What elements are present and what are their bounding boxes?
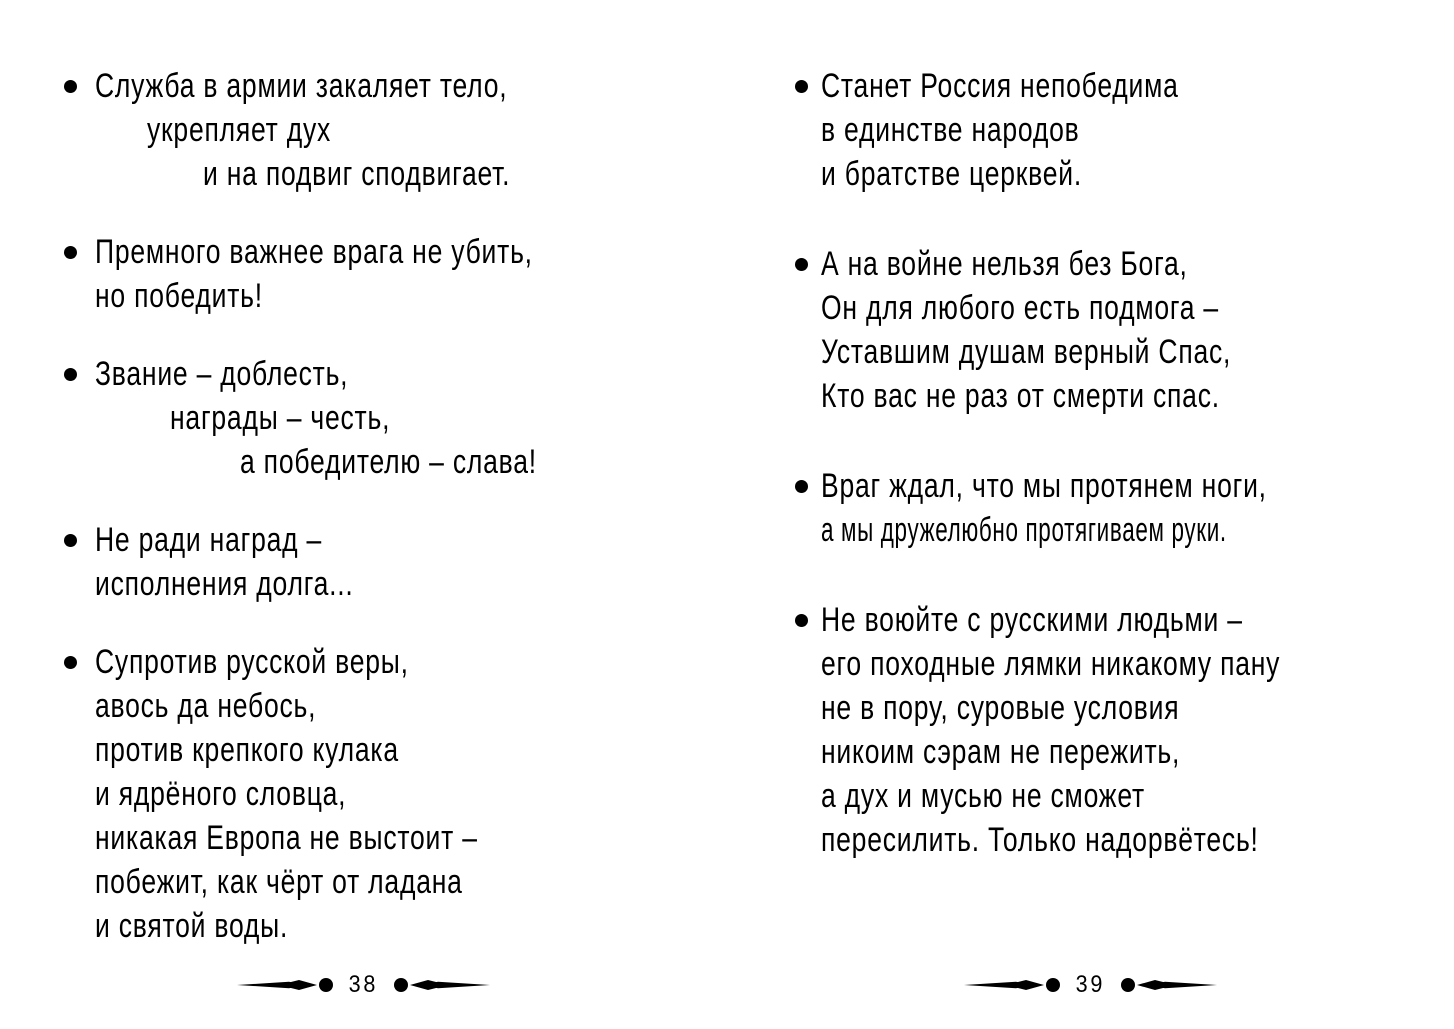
- text-line: Он для любого есть подмога –: [821, 289, 1219, 327]
- item-lines: [821, 598, 1444, 862]
- text-line: а дух и мусью не сможет: [821, 777, 1145, 815]
- bullet-icon: [795, 258, 808, 271]
- list-item: [64, 230, 707, 318]
- page-number: 38: [348, 971, 379, 998]
- text-line: побежит, как чёрт от ладана: [95, 863, 463, 901]
- text-line: Не ради наград –: [95, 521, 323, 559]
- item-lines: [95, 640, 707, 948]
- list-item: [64, 64, 707, 196]
- footer-left-ornament-icon: [964, 977, 1060, 993]
- list-item: [795, 242, 1444, 418]
- page-right: [727, 0, 1454, 1029]
- page-right-content: [727, 0, 1454, 862]
- bullet-icon: [795, 480, 808, 493]
- text-line: в единстве народов: [821, 111, 1080, 149]
- bullet-icon: [795, 614, 808, 627]
- item-lines: [821, 64, 1444, 196]
- text-line: А на войне нельзя без Бога,: [821, 245, 1188, 283]
- list-item: [64, 640, 707, 948]
- list-item: [64, 352, 707, 484]
- text-line: не в пору, суровые условия: [821, 689, 1180, 727]
- text-line: исполнения долга...: [95, 565, 354, 603]
- page-footer: [0, 973, 727, 997]
- text-line: никоим сэрам не пережить,: [821, 733, 1181, 771]
- text-line: Уставшим душам верный Спас,: [821, 333, 1232, 371]
- page-number: 39: [1075, 971, 1106, 998]
- text-line: авось да небось,: [95, 687, 317, 725]
- bullet-icon: [795, 80, 808, 93]
- bullet-icon: [64, 80, 77, 93]
- bullet-icon: [64, 368, 77, 381]
- text-line: и братстве церквей.: [821, 155, 1082, 193]
- item-lines: [95, 64, 707, 196]
- item-lines: [95, 518, 707, 606]
- list-item: [64, 518, 707, 606]
- bullet-icon: [64, 246, 77, 259]
- text-line: его походные лямки никакому пану: [821, 645, 1281, 683]
- list-item: [795, 464, 1444, 552]
- text-line: Звание – доблесть,: [95, 355, 349, 393]
- text-line: Не воюйте с русскими людьми –: [821, 601, 1243, 639]
- text-line: и святой воды.: [95, 907, 289, 945]
- text-line: пересилить. Только надорвётесь!: [821, 821, 1259, 859]
- text-line: Враг ждал, что мы протянем ноги,: [821, 467, 1267, 505]
- item-lines: [821, 242, 1444, 418]
- item-lines: [95, 230, 707, 318]
- item-lines: [821, 464, 1444, 552]
- text-line: а мы дружелюбно протягиваем руки.: [821, 511, 1227, 549]
- item-lines: [95, 352, 707, 484]
- footer-right-ornament-icon: [394, 977, 490, 993]
- page-left-content: [0, 0, 727, 948]
- text-line: Премного важнее врага не убить,: [95, 233, 533, 271]
- text-line: Станет Россия непобедима: [821, 67, 1179, 105]
- bullet-icon: [64, 656, 77, 669]
- text-line: но победить!: [95, 277, 263, 315]
- text-line: против крепкого кулака: [95, 731, 399, 769]
- text-line: укрепляет дух: [147, 111, 332, 149]
- text-line: Кто вас не раз от смерти спас.: [821, 377, 1220, 415]
- list-item: [795, 64, 1444, 196]
- footer-left-ornament-icon: [237, 977, 333, 993]
- bullet-icon: [64, 534, 77, 547]
- text-line: Супротив русской веры,: [95, 643, 409, 681]
- text-line: Служба в армии закаляет тело,: [95, 67, 508, 105]
- text-line: и на подвиг сподвигает.: [203, 155, 511, 193]
- text-line: а победителю – слава!: [240, 443, 537, 481]
- page-footer: [727, 973, 1454, 997]
- text-line: и ядрёного словца,: [95, 775, 347, 813]
- text-line: награды – честь,: [170, 399, 391, 437]
- text-line: никакая Европа не выстоит –: [95, 819, 478, 857]
- list-item: [795, 598, 1444, 862]
- footer-right-ornament-icon: [1121, 977, 1217, 993]
